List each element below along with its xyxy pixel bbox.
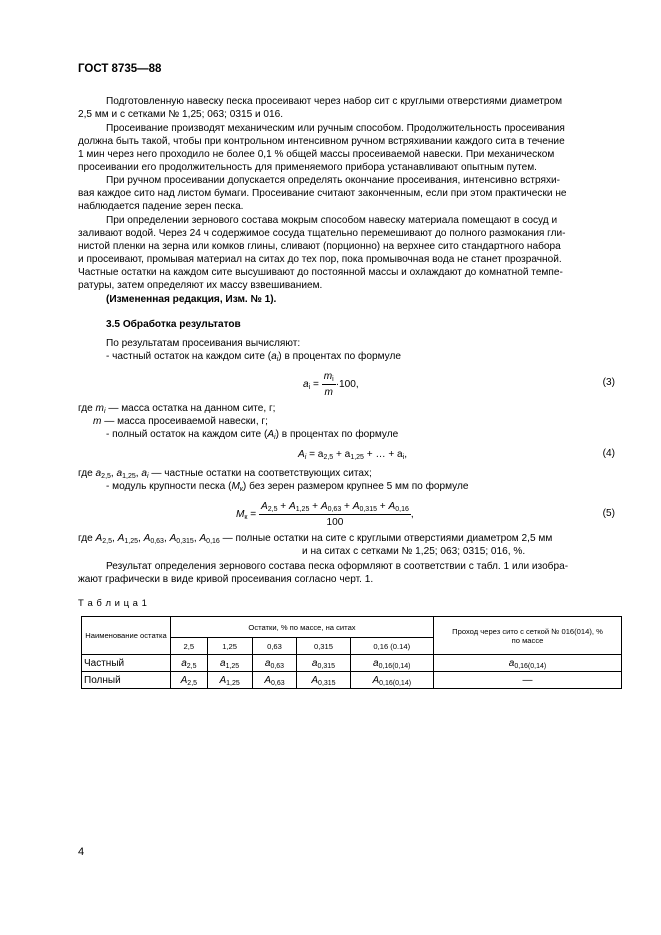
text-line: и на ситах с сетками № 1,25; 063; 0315; 016, %. xyxy=(302,546,526,557)
table-cell: $a_{0,16(0,14)}$ xyxy=(434,655,622,672)
table-cell: $A_{1,25}$ xyxy=(207,672,252,689)
text-line: где $A_{2,5}$, $A_{1,25}$, $A_{0,63}$, $A_{0,315}$, $A_{0,16}$ — полные остатки на сите с круглыми отверстиями диаметром 2,5 мм xyxy=(78,533,553,545)
table-cell: $A_{0,63}$ xyxy=(252,672,297,689)
table-caption: Т а б л и ц а 1 xyxy=(78,598,148,609)
table-header-sieve: 0,315 xyxy=(297,638,350,655)
amendment-note: (Измененная редакция, Изм. № 1). xyxy=(106,294,277,305)
text-line: Результат определения зернового состава песка оформляют в соответствии с табл. 1 или изобра- xyxy=(106,561,569,572)
table-header-sieve: 2,5 xyxy=(171,638,208,655)
text-line: и просеивают, промывая материал на ситах до тех пор, пока промывочная вода не станет прозрачной. xyxy=(78,254,562,265)
table-row xyxy=(82,672,622,689)
formula-number: (4) xyxy=(602,448,615,459)
table-header-name: Наименование остатка xyxy=(82,617,171,655)
text-line: - полный остаток на каждом сите $(A_i)$ в процентах по формуле xyxy=(106,429,399,441)
table-cell: $a_{2,5}$ xyxy=(171,655,208,672)
table-cell: — xyxy=(434,672,622,689)
table-cell: $a_{0,16(0,14)}$ xyxy=(350,655,433,672)
formula-4: $A_i = a_{2,5} + a_{1,25}$ + … + $a_i$, xyxy=(298,449,408,461)
text-line: нистой пленки на зерна или комков глины, сливают (порционно) на верхнее сито стандартного набора xyxy=(78,241,561,252)
text-line: где $a_{2,5}$, $a_{1,25}$, $a_i$ — частные остатки на соответствующих ситах; xyxy=(78,468,372,480)
text-line: - модуль крупности песка $(М_к)$ без зерен размером крупнее 5 мм по формуле xyxy=(106,481,469,493)
document-header: ГОСТ 8735—88 xyxy=(78,63,162,75)
table-cell: $a_{1,25}$ xyxy=(207,655,252,672)
text-line: где $m_i$ — масса остатка на данном сите, г; xyxy=(78,403,276,415)
text-line: жают графически в виде кривой просеивания согласно черт. 1. xyxy=(78,574,374,585)
table-header-sieve: 0,63 xyxy=(252,638,297,655)
formula-3: $a_i$ = $\frac{m_i}{m}$ ·100, xyxy=(303,371,359,398)
text-line: должна быть такой, чтобы при контрольном интенсивном ручном встряхивании каждого сита в течение xyxy=(78,136,565,147)
text-line: Подготовленную навеску песка просеивают через набор сит с круглыми отверстиями диаметром xyxy=(106,96,563,107)
text-line: заливают водой. Через 24 ч содержимое сосуда тщательно перемешивают до полного размокания гли- xyxy=(78,228,566,239)
text-line: 1 мин через него проходило не более 0,1 % общей массы просеиваемой навески. При механическом xyxy=(78,149,555,160)
text-line: наблюдается падение зерен песка. xyxy=(78,201,244,212)
text-line: 2,5 мм и с сетками № 1,25; 063; 0315 и 016. xyxy=(78,109,284,120)
table-cell: $A_{2,5}$ xyxy=(171,672,208,689)
text-line: По результатам просеивания вычисляют: xyxy=(106,338,301,349)
table-header-sieve: 1,25 xyxy=(207,638,252,655)
table-header-group: Остатки, % по массе, на ситах xyxy=(171,617,434,638)
table-row xyxy=(82,655,622,672)
text-line: При ручном просеивании допускается определять окончание просеивания, интенсивно встряхи- xyxy=(106,175,561,186)
text-line: m — масса просеиваемой навески, г; xyxy=(93,416,268,427)
sieve-table xyxy=(81,616,622,689)
text-line: Просеивание производят механическим или ручным способом. Продолжительность просеивания xyxy=(106,123,565,134)
text-line: вая каждое сито над листом бумаги. Просеивание считают законченным, если при этом практически не xyxy=(78,188,567,199)
table-cell: $A_{0,315}$ xyxy=(297,672,350,689)
text-line: При определении зернового состава мокрым способом навеску материала помещают в сосуд и xyxy=(106,215,558,226)
section-title: 3.5 Обработка результатов xyxy=(106,319,241,330)
table-header-pass: Проход через сито с сеткой № 016(014), % по массе xyxy=(434,617,622,655)
formula-number: (5) xyxy=(602,508,615,519)
row-label: Частный xyxy=(82,655,171,672)
table-cell: $A_{0,16(0,14)}$ xyxy=(350,672,433,689)
table-header-sieve: 0,16 (0.14) xyxy=(350,638,433,655)
page-number: 4 xyxy=(78,846,85,858)
row-label: Полный xyxy=(82,672,171,689)
formula-5: $M_к$ = $\frac{A_{2,5} + A_{1,25} + A_{0,63} + A_{0,315} + A_{0,16}}{100}$ , xyxy=(236,501,414,528)
text-line: просеивании его продолжительность для применяемого прибора устанавливают опытным путем. xyxy=(78,162,537,173)
text-line: ратуры, затем определяют их массу взвешиванием. xyxy=(78,280,323,291)
text-line: Частные остатки на каждом сите высушивают до постоянной массы и охлаждают до комнатной темпе- xyxy=(78,267,563,278)
table-cell: $a_{0,315}$ xyxy=(297,655,350,672)
table-cell: $a_{0,63}$ xyxy=(252,655,297,672)
text-line: - частный остаток на каждом сите $(a_i)$ в процентах по формуле xyxy=(106,351,401,363)
formula-number: (3) xyxy=(602,377,615,388)
